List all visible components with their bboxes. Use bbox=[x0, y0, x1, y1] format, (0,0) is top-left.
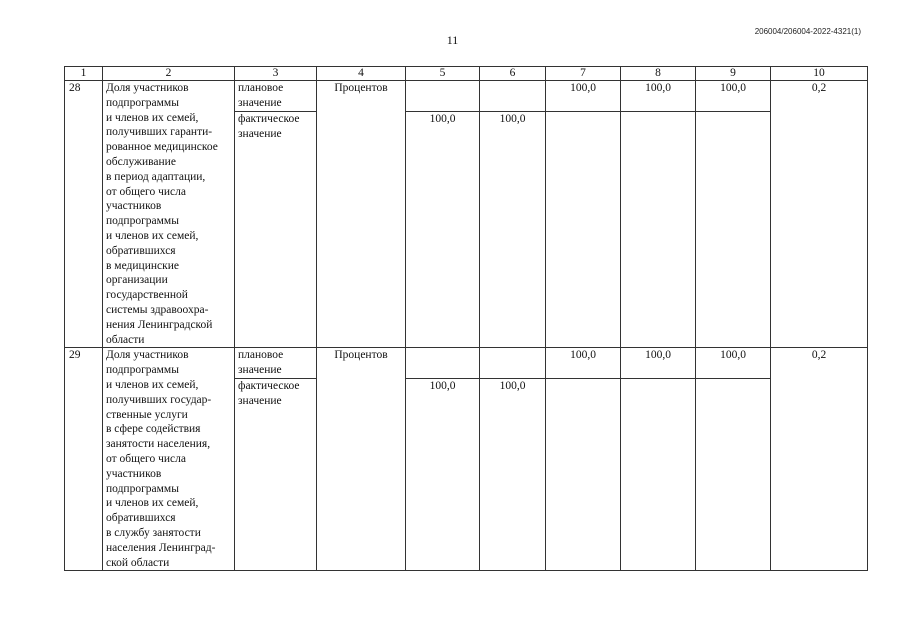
value-cell bbox=[546, 111, 621, 348]
document-code: 206004/206004-2022-4321(1) bbox=[754, 27, 861, 36]
weight-cell: 0,2 bbox=[771, 348, 868, 571]
value-cell: 100,0 bbox=[480, 111, 546, 348]
value-cell bbox=[546, 379, 621, 571]
unit-cell: Процентов bbox=[317, 348, 406, 571]
table-row bbox=[65, 81, 868, 112]
value-cell: 100,0 bbox=[696, 348, 771, 379]
row-number: 29 bbox=[65, 348, 103, 571]
header-cell: 9 bbox=[696, 67, 771, 81]
header-row bbox=[65, 67, 868, 81]
fact-label: фактическое значение bbox=[235, 379, 317, 571]
value-cell bbox=[406, 348, 480, 379]
value-cell: 100,0 bbox=[546, 81, 621, 112]
table-row bbox=[65, 348, 868, 379]
value-cell: 100,0 bbox=[621, 81, 696, 112]
plan-label: плановое значение bbox=[235, 81, 317, 112]
header-cell: 4 bbox=[317, 67, 406, 81]
header-cell: 1 bbox=[65, 67, 103, 81]
value-cell: 100,0 bbox=[480, 379, 546, 571]
header-cell: 6 bbox=[480, 67, 546, 81]
value-cell bbox=[696, 379, 771, 571]
value-cell bbox=[480, 81, 546, 112]
header-cell: 7 bbox=[546, 67, 621, 81]
plan-label: плановое значение bbox=[235, 348, 317, 379]
header-cell: 10 bbox=[771, 67, 868, 81]
fact-label: фактическое значение bbox=[235, 111, 317, 348]
value-cell: 100,0 bbox=[621, 348, 696, 379]
value-cell bbox=[480, 348, 546, 379]
value-cell bbox=[696, 111, 771, 348]
header-cell: 5 bbox=[406, 67, 480, 81]
value-cell: 100,0 bbox=[406, 379, 480, 571]
value-cell: 100,0 bbox=[546, 348, 621, 379]
header-cell: 2 bbox=[103, 67, 235, 81]
indicator-name: Доля участников подпрограммы и членов их семей, получивших гаранти- рованное медицинское обслуживание в период адаптации, от общего числа участников подпрограммы и членов их семей, обратившихся в медицинские организации государственной системы здравоохра- нения Ленинградской области bbox=[103, 81, 235, 348]
value-cell: 100,0 bbox=[406, 111, 480, 348]
indicator-name: Доля участников подпрограммы и членов их семей, получивших государ- ственные услуги в сфере содействия занятости населения, от общего числа участников подпрограммы и членов их семей, обратившихся в службу занятости населения Ленинград- ской области bbox=[103, 348, 235, 571]
value-cell bbox=[621, 111, 696, 348]
header-cell: 3 bbox=[235, 67, 317, 81]
value-cell bbox=[621, 379, 696, 571]
indicators-table bbox=[64, 66, 868, 571]
value-cell bbox=[406, 81, 480, 112]
row-number: 28 bbox=[65, 81, 103, 348]
value-cell: 100,0 bbox=[696, 81, 771, 112]
header-cell: 8 bbox=[621, 67, 696, 81]
unit-cell: Процентов bbox=[317, 81, 406, 348]
weight-cell: 0,2 bbox=[771, 81, 868, 348]
page-number: 11 bbox=[446, 33, 459, 47]
